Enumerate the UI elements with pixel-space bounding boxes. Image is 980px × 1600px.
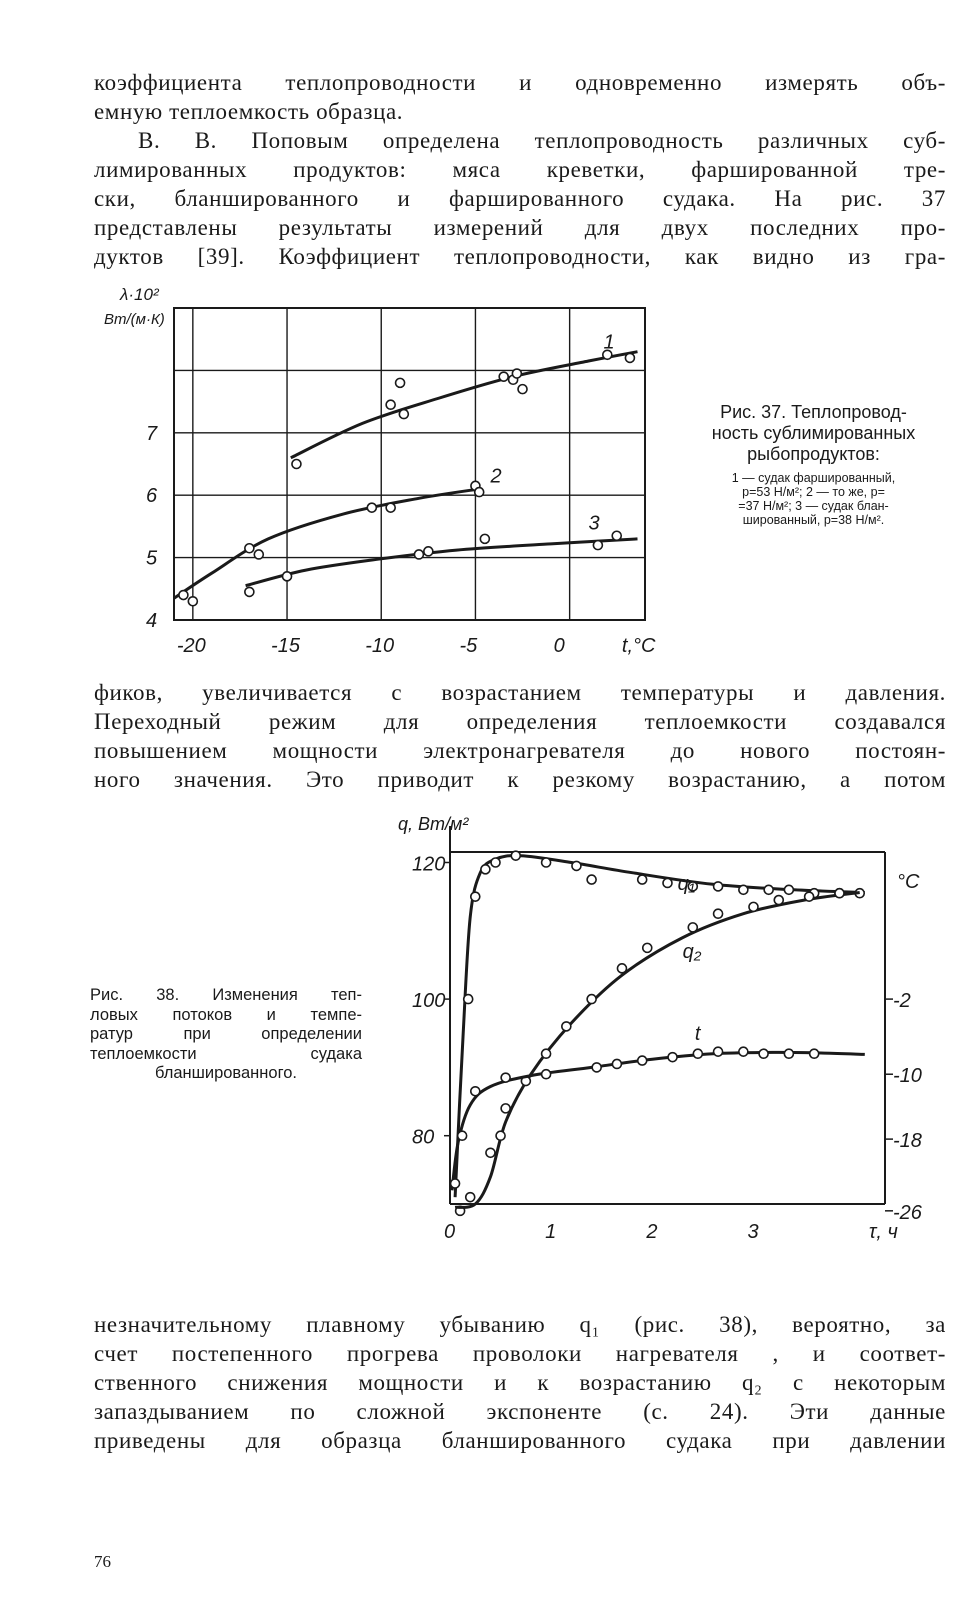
y-tick-label: 100: [412, 990, 446, 1013]
data-point: [612, 1059, 621, 1068]
data-point: [475, 488, 484, 497]
text-line: ственного снижения мощности и к возрастанию q₂ с некоторым: [94, 1370, 946, 1395]
caption-line: бланшированного.: [154, 1064, 297, 1082]
figure-37-chart: [100, 280, 670, 670]
data-point: [480, 534, 489, 543]
data-point: [759, 1049, 768, 1058]
figure-38: [390, 806, 930, 1291]
data-point: [562, 1022, 571, 1031]
data-point: [481, 865, 490, 874]
text-line: счет постепенного прогрева проволоки нагревателя , и соответ-: [94, 1341, 946, 1366]
caption-line: теплоемкости судака: [90, 1044, 362, 1063]
data-point: [464, 995, 473, 1004]
x-tick-label: -15: [271, 635, 300, 657]
x-tick-label: 2: [646, 1221, 658, 1243]
paragraph-1: [94, 68, 946, 126]
data-point: [764, 885, 773, 894]
y2-tick-label: -26: [893, 1201, 922, 1224]
data-point: [625, 353, 634, 362]
caption-line: ность сублимированных: [711, 423, 916, 443]
series-label: 1: [603, 331, 615, 354]
text-line: представлены результаты измерений для двух последних про-: [94, 215, 946, 240]
data-point: [245, 587, 254, 596]
series-label: q₂: [682, 941, 702, 964]
text-line: коэффициента теплопроводности и одновременно измерять объ-: [94, 70, 946, 95]
data-point: [499, 372, 508, 381]
data-point: [739, 885, 748, 894]
data-point: [612, 531, 621, 540]
legend-line: шированный, p=38 Н/м².: [742, 513, 885, 527]
data-point: [471, 892, 480, 901]
series-label: 2: [490, 465, 502, 488]
data-point: [688, 923, 697, 932]
data-point: [805, 892, 814, 901]
data-point: [283, 572, 292, 581]
data-point: [542, 1049, 551, 1058]
data-point: [386, 503, 395, 512]
data-point: [424, 547, 433, 556]
figure-38-caption: [90, 986, 362, 1084]
data-point: [587, 995, 596, 1004]
data-point: [399, 410, 408, 419]
curve-q1: [455, 856, 865, 1198]
data-point: [784, 1049, 793, 1058]
legend-line: =37 Н/м²; 3 — судак блан-: [738, 499, 889, 513]
data-point: [367, 503, 376, 512]
paragraph-2: [94, 126, 946, 271]
text-line: ного значения. Это приводит к резкому возрастанию, а потом: [94, 767, 946, 792]
curve-1: [291, 352, 638, 458]
text-line: повышением мощности электронагревателя до нового постоян-: [94, 738, 946, 763]
curve-q2: [455, 893, 860, 1208]
x-tick-label: 0: [444, 1221, 456, 1243]
y-tick-label: 80: [412, 1126, 435, 1149]
x-axis-label: t,°C: [621, 635, 656, 657]
data-point: [739, 1047, 748, 1056]
data-point: [188, 597, 197, 606]
data-point: [254, 550, 263, 559]
data-point: [774, 896, 783, 905]
paragraph-4: [94, 1310, 946, 1455]
data-point: [386, 400, 395, 409]
curve-3: [246, 539, 638, 586]
data-point: [466, 1193, 475, 1202]
text-line: незначительному плавному убыванию q₁ (рис. 38), вероятно, за: [94, 1312, 946, 1337]
data-point: [451, 1179, 460, 1188]
caption-line: ловых потоков и темпе-: [90, 1005, 362, 1024]
legend-line: p=53 Н/м²; 2 — то же, p=: [742, 485, 885, 499]
curve-2: [174, 489, 479, 598]
data-point: [179, 591, 188, 600]
paragraph-3: [94, 678, 946, 794]
series-label: t: [694, 1023, 701, 1046]
caption-line: Рис. 37. Теплопровод-: [720, 402, 907, 422]
x-tick-label: 0: [553, 635, 565, 657]
figure-37: [100, 280, 670, 675]
y2-tick-label: -2: [893, 990, 911, 1013]
data-point: [714, 882, 723, 891]
text-line: ски, бланшированного и фаршированного судака. На рис. 37: [94, 186, 946, 211]
data-point: [668, 1053, 677, 1062]
data-point: [593, 541, 602, 550]
data-point: [643, 943, 652, 952]
text-line: лимированных продуктов: мяса креветки, фаршированной тре-: [94, 157, 946, 182]
text-line: дуктов [39]. Коэффициент теплопроводности, как видно из гра-: [94, 244, 946, 269]
x-tick-label: 3: [747, 1221, 759, 1243]
series-label: q₁: [677, 872, 696, 895]
data-point: [617, 964, 626, 973]
data-point: [592, 1063, 601, 1072]
data-point: [542, 1070, 551, 1079]
y-tick-label: 7: [146, 422, 158, 445]
data-point: [542, 858, 551, 867]
y-axis-unit: Вт/(м·К): [104, 311, 165, 328]
data-point: [835, 889, 844, 898]
figure-37-legend: [676, 471, 951, 527]
data-point: [638, 875, 647, 884]
data-point: [572, 861, 581, 870]
y-tick-label: 4: [146, 610, 158, 632]
caption-line: рыбопродуктов:: [747, 444, 880, 464]
text-line: фиков, увеличивается с возрастанием температуры и давления.: [94, 680, 946, 705]
data-point: [486, 1148, 495, 1157]
page-number: 76: [94, 1552, 111, 1571]
y-tick-label: 6: [146, 485, 158, 508]
data-point: [471, 1087, 480, 1096]
data-point: [496, 1131, 505, 1140]
data-point: [458, 1131, 467, 1140]
data-point: [638, 1056, 647, 1065]
data-point: [511, 851, 520, 860]
data-point: [587, 875, 596, 884]
plot-frame: [174, 308, 645, 620]
data-point: [491, 858, 500, 867]
data-point: [501, 1073, 510, 1082]
y2-tick-label: -18: [893, 1130, 922, 1153]
text-line: В. В. Поповым определена теплопроводность различных суб-: [138, 128, 946, 153]
x-axis-label: τ, ч: [868, 1221, 898, 1243]
caption-line: ратур при определении: [90, 1025, 362, 1043]
y-axis-label: λ·10²: [120, 285, 159, 304]
x-tick-label: 1: [545, 1221, 557, 1243]
x-tick-label: -20: [176, 635, 206, 657]
data-point: [245, 544, 254, 553]
curve-t: [452, 1052, 865, 1190]
text-line: емную теплоемкость образца.: [94, 99, 404, 124]
legend-line: 1 — судак фаршированный,: [731, 471, 896, 485]
data-point: [512, 369, 521, 378]
data-point: [292, 460, 301, 469]
data-point: [693, 1049, 702, 1058]
data-point: [714, 909, 723, 918]
text-line: приведены для образца бланшированного судака при давлении: [94, 1428, 946, 1453]
x-tick-label: -10: [365, 635, 395, 657]
y2-axis-label: °C: [897, 871, 920, 893]
data-point: [749, 902, 758, 911]
data-point: [501, 1104, 510, 1113]
text-line: Переходный режим для определения теплоемкости создавался: [94, 709, 946, 734]
caption-line: Рис. 38. Изменения теп-: [90, 986, 362, 1004]
x-tick-label: -5: [459, 635, 478, 657]
data-point: [414, 550, 423, 559]
data-point: [714, 1047, 723, 1056]
y-tick-label: 5: [146, 547, 158, 570]
figure-38-chart: [390, 806, 930, 1286]
y-tick-label: 120: [412, 853, 446, 876]
text-line: запаздыванием по сложной экспоненте (с. 24). Эти данные: [94, 1399, 946, 1424]
data-point: [396, 378, 405, 387]
figure-37-caption: [676, 402, 951, 527]
data-point: [784, 885, 793, 894]
series-label: 3: [588, 512, 600, 535]
data-point: [518, 385, 527, 394]
y-axis-label: q, Вт/м²: [398, 814, 469, 834]
data-point: [663, 878, 672, 887]
data-point: [810, 1049, 819, 1058]
y2-tick-label: -10: [893, 1065, 922, 1088]
